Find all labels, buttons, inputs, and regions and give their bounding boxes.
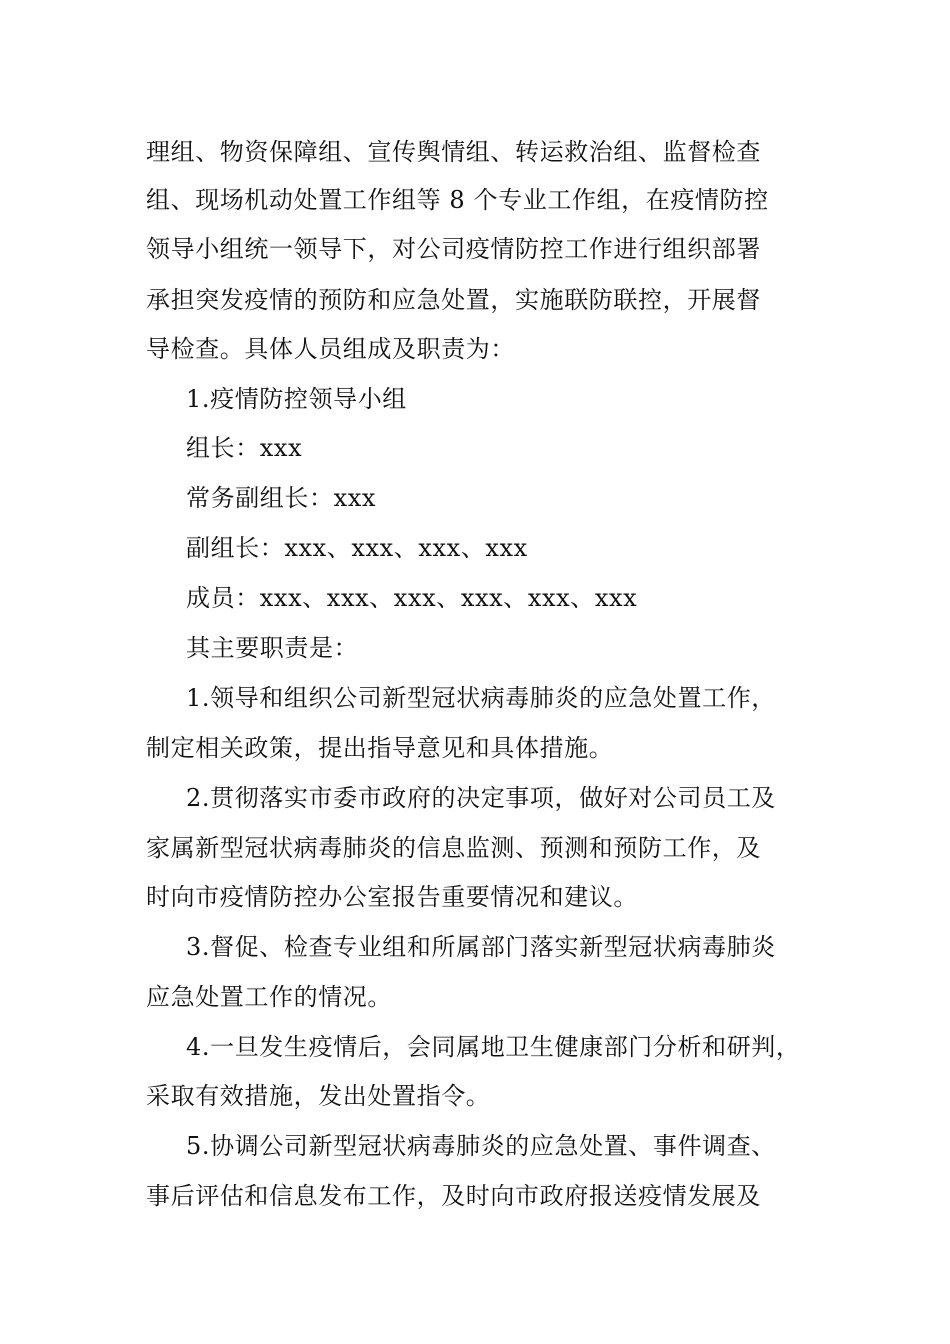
text-line: 应急处置工作的情况。	[146, 983, 392, 1011]
text-line: 组、现场机动处置工作组等 8 个专业工作组，在疫情防控	[146, 186, 769, 214]
duties-intro-line: 其主要职责是：	[186, 634, 359, 662]
deputy-leaders-line: 副组长：xxx、xxx、xxx、xxx	[186, 534, 528, 562]
executive-deputy-leader-line: 常务副组长：xxx	[186, 484, 377, 512]
duty-item-5: 5.协调公司新型冠状病毒肺炎的应急处置、事件调查、	[186, 1132, 776, 1160]
text-line: 领导小组统一领导下，对公司疫情防控工作进行组织部署	[146, 235, 761, 263]
text-line: 采取有效措施，发出处置指令。	[146, 1082, 491, 1110]
members-line: 成员：xxx、xxx、xxx、xxx、xxx、xxx	[186, 584, 638, 612]
duty-item-3: 3.督促、检查专业组和所属部门落实新型冠状病毒肺炎	[186, 933, 776, 961]
text-line: 理组、物资保障组、宣传舆情组、转运救治组、监督检查	[146, 138, 761, 166]
text-line: 承担突发疫情的预防和应急处置，实施联防联控，开展督	[146, 286, 761, 314]
text-line: 家属新型冠状病毒肺炎的信息监测、预测和预防工作，及	[146, 834, 761, 862]
duty-item-4: 4.一旦发生疫情后，会同属地卫生健康部门分析和研判，	[186, 1033, 801, 1061]
section-heading: 1.疫情防控领导小组	[186, 385, 407, 413]
leader-line: 组长：xxx	[186, 434, 303, 462]
duty-item-2: 2.贯彻落实市委市政府的决定事项，做好对公司员工及	[186, 784, 776, 812]
text-line: 制定相关政策，提出指导意见和具体措施。	[146, 734, 614, 762]
text-line: 事后评估和信息发布工作，及时向市政府报送疫情发展及	[146, 1182, 761, 1210]
text-line: 导检查。具体人员组成及职责为：	[146, 335, 515, 363]
text-line: 时向市疫情防控办公室报告重要情况和建议。	[146, 883, 638, 911]
duty-item-1: 1.领导和组织公司新型冠状病毒肺炎的应急处置工作，	[186, 684, 776, 712]
